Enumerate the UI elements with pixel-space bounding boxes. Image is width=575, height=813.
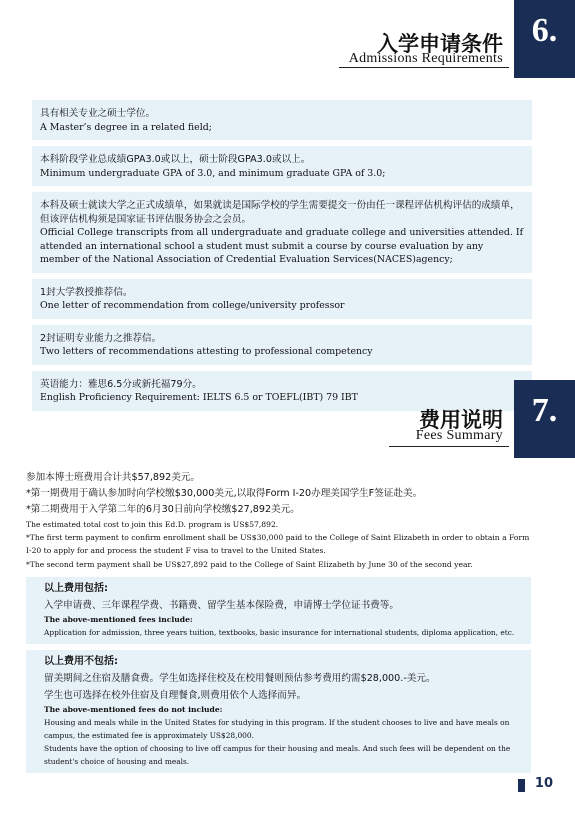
requirement-item <box>32 325 532 365</box>
section-7-rule <box>389 446 509 447</box>
fees-excluded-body-en-2: Students have the option of choosing to live off campus for their housing and meals. And such fees will be dependent on the student's choice of housing and meals. <box>44 743 511 766</box>
requirements-list <box>32 100 532 417</box>
fees-included-body-en: Application for admission, three years tuition, textbooks, basic insurance for international students, diploma application, etc. <box>44 627 515 637</box>
requirement-cn: 本科阶段学业总成绩GPA3.0或以上，硕士阶段GPA3.0或以上。 <box>40 154 311 165</box>
fees-included-body-cn: 入学申请费、三年课程学费、书籍费、留学生基本保险费，申请博士学位证书费等。 <box>44 599 399 611</box>
section-7-title-cn: 费用说明 <box>419 408 503 432</box>
requirement-en: A Master’s degree in a related field; <box>40 121 212 133</box>
requirement-en: English Proficiency Requirement: IELTS 6.5 or TOEFL(IBT) 79 IBT <box>40 392 358 403</box>
fees-term1-en: *The first term payment to confirm enrollment shall be US$30,000 paid to the College of Saint Elizabeth in order to obtain a Form I-20 to apply for and process the student F visa to travel to the United States. <box>26 533 530 556</box>
requirement-cn: 本科及硕士就读大学之正式成绩单，如果就读是国际学校的学生需要提交一份由任一课程评估机构评估的成绩单，但该评估机构须是国家证书评估服务协会之会员。 <box>40 200 520 225</box>
section-6-title-en: Admissions Requirements <box>348 51 503 66</box>
fees-included-heading-cn: 以上费用包括: <box>44 582 108 594</box>
requirement-en: Two letters of recommendations attesting to professional competency <box>40 346 373 357</box>
requirement-cn: 2封证明专业能力之推荐信。 <box>40 332 162 344</box>
fees-excluded-body-cn-2: 学生也可选择在校外住宿及自理餐食,则费用依个人选择而异。 <box>44 689 307 701</box>
section-6-rule <box>339 67 509 68</box>
fees-term2-cn: *第二期费用于入学第二年的6月30日前向学校缴$27,892美元。 <box>26 504 300 515</box>
fees-total-en: The estimated total cost to join this Ed.D. program is US$57,892. <box>26 520 279 529</box>
requirement-cn: 具有相关专业之硕士学位。 <box>40 108 156 119</box>
fees-excluded-body-en-1: Housing and meals while in the United States for studying in this program. If the student chooses to live and have meals on campus, the estimated fee is approximately US$28,000. <box>44 717 510 740</box>
section-7-number: 7. <box>514 380 575 458</box>
fees-included-box <box>26 577 531 644</box>
requirement-item <box>32 146 532 186</box>
fees-excluded-box <box>26 650 531 773</box>
page-number: 10 <box>534 776 553 791</box>
requirement-en: Official College transcripts from all undergraduate and graduate college and universities attended. If attended an international school a student must submit a course by course evaluation by any member of the National Association of Credential Evaluation Services(NACES)agency; <box>40 227 524 265</box>
section-6-number: 6. <box>514 0 575 78</box>
requirement-cn: 1封大学教授推荐信。 <box>40 286 133 298</box>
fees-excluded-body-cn-1: 留美期间之住宿及膳食费。学生如选择住校及在校用餐则预估参考费用约需$28,000.-美元。 <box>44 672 436 684</box>
requirement-cn: 英语能力：雅思6.5分或新托福79分。 <box>40 378 202 390</box>
fees-excluded-heading-cn: 以上费用不包括: <box>44 655 118 667</box>
fees-term2-en: *The second term payment shall be US$27,892 paid to the College of Saint Elizabeth by June 30 of the second year. <box>26 559 473 569</box>
requirement-en: One letter of recommendation from college/university professor <box>40 300 345 311</box>
requirement-item <box>32 279 532 319</box>
requirement-item <box>32 100 532 140</box>
section-7-title-en: Fees Summary <box>415 428 503 443</box>
requirement-en: Minimum undergraduate GPA of 3.0, and minimum graduate GPA of 3.0; <box>40 167 386 179</box>
fees-summary <box>26 470 536 773</box>
section-6-title-cn: 入学申请条件 <box>377 32 503 56</box>
fees-term1-cn: *第一期费用于确认参加时向学校缴$30,000美元,以取得Form I-20办理美国学生F签证赴美。 <box>26 488 423 499</box>
fees-excluded-heading-en: The above-mentioned fees do not include: <box>44 704 223 714</box>
requirement-item <box>32 192 532 273</box>
page-number-bar <box>518 779 525 792</box>
fees-included-heading-en: The above-mentioned fees include: <box>44 614 193 624</box>
fees-total-cn: 参加本博士班费用合计共$57,892美元。 <box>26 472 200 483</box>
